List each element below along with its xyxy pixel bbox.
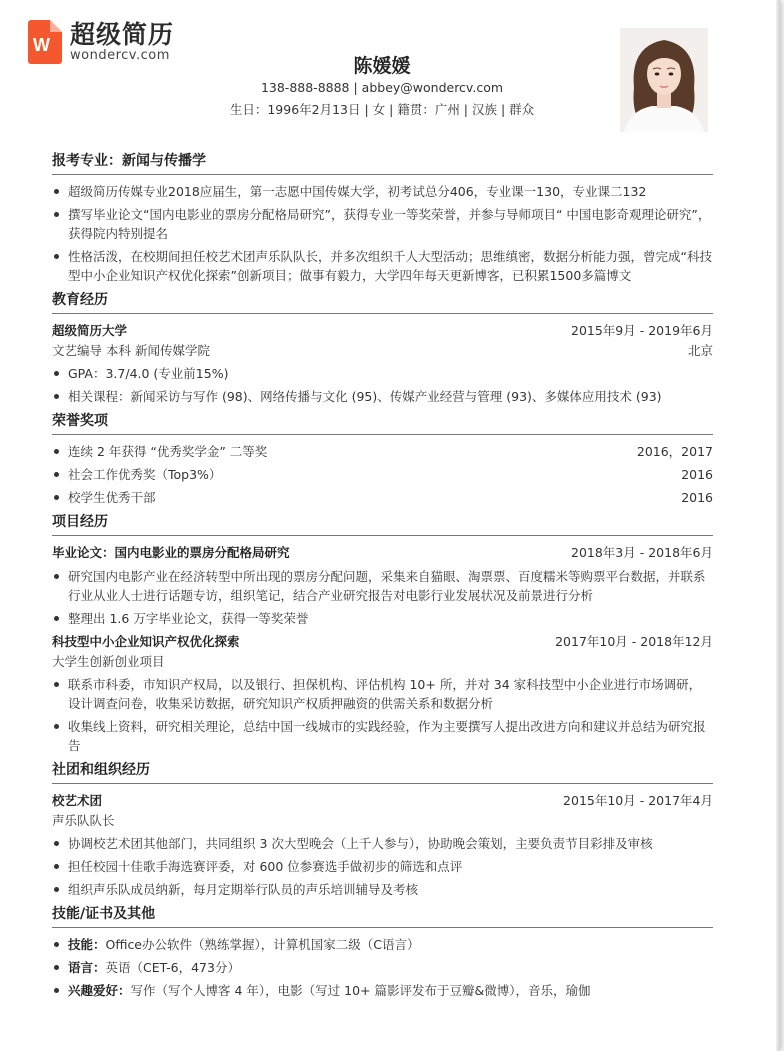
clubs-section [52,761,713,899]
org-name: 校艺术团 [52,793,103,808]
education-location: 北京 [687,343,713,358]
list-item: 研究国内电影产业在经济转型中所出现的票房分配问题，采集来自猫眼、淘票票、百度糯米等购票平台数据，并联系行业从业人士进行话题专访，组织笔记，结合产业研究报告对电影行业发展状况及前景进行分析 [52,567,713,605]
list-item [52,981,713,1000]
list-item [52,442,713,461]
profile-photo [620,28,708,132]
resume-content [52,152,713,1006]
list-item: 组织声乐队成员纳新，每月定期举行队员的声乐培训辅导及考核 [52,880,713,899]
major-section-title: 报考专业：新闻与传播学 [52,152,713,175]
projects-section-title: 项目经历 [52,513,713,536]
list-item: 收集线上资料，研究相关理论，总结中国一线城市的实践经验，作为主要撰写人提出改进方向和建议并总结为研究报告 [52,717,713,755]
list-item: 联系市科委，市知识产权局，以及银行、担保机构、评估机构 10+ 所，并对 34 家科技型中小企业进行市场调研，设计调查问卷，收集采访数据，研究知识产权质押融资的供需关系和数据分析 [52,675,713,713]
award-name: 社会工作优秀奖（Top3%） [68,467,222,482]
project-name: 毕业论文：国内电影业的票房分配格局研究 [52,545,290,560]
education-section-title: 教育经历 [52,291,713,314]
education-list [52,364,713,406]
list-item: GPA：3.7/4.0 (专业前15%) [52,364,713,383]
list-item [52,488,713,507]
honors-list [52,442,713,507]
wondercv-logo-icon: W [28,20,62,64]
school-name: 超级简历大学 [52,323,128,338]
list-item: 超级简历传媒专业2018应届生，第一志愿中国传媒大学，初考试总分406，专业课一130，专业课二132 [52,182,713,201]
award-year: 2016 [681,490,713,505]
skill-text: 英语（CET-6，473分） [105,960,240,975]
list-item: 协调校艺术团其他部门，共同组织 3 次大型晚会（上千人参与），协助晚会策划，主要负责节目彩排及审核 [52,834,713,853]
list-item: 性格活泼，在校期间担任校艺术团声乐队队长，并多次组织千人大型活动；思维缜密，数据分析能力强，曾完成“科技型中小企业知识产权优化探索”创新项目；做事有毅力，大学四年每天更新博客，已积累1500多篇博文 [52,247,713,285]
award-year: 2016，2017 [636,444,713,459]
education-section [52,291,713,406]
contact-info: 138-888-8888 | abbey@wondercv.com [260,80,504,95]
skills-section [52,905,713,1000]
candidate-name: 陈媛媛 [353,55,411,77]
skills-section-title: 技能/证书及其他 [52,905,713,928]
project-date: 2018年3月 - 2018年6月 [571,545,713,560]
clubs-list [52,834,713,899]
brand-domain: wondercv.com [70,48,170,63]
honors-section [52,412,713,507]
award-name: 校学生优秀干部 [68,490,156,505]
skills-list [52,935,713,1000]
skill-label: 技能： [68,937,106,952]
skill-label: 语言： [68,960,106,975]
project-list [52,567,713,628]
major-list [52,182,713,285]
list-item [52,465,713,484]
list-item: 整理出 1.6 万字毕业论文，获得一等奖荣誉 [52,609,713,628]
list-item: 撰写毕业论文“国内电影业的票房分配格局研究”，获得专业一等奖荣誉，并参与导师项目“ 中国电影奇观理论研究”，获得院内特别提名 [52,205,713,243]
major-section [52,152,713,285]
brand-name: 超级简历 [70,20,175,49]
award-name: 连续 2 年获得 “优秀奖学金” 二等奖 [68,444,268,459]
clubs-section-title: 社团和组织经历 [52,761,713,784]
project-subtitle: 大学生创新创业项目 [52,654,165,669]
project-name: 科技型中小企业知识产权优化探索 [52,634,240,649]
org-date: 2015年10月 - 2017年4月 [563,793,713,808]
skill-text: 写作（写个人博客 4 年），电影（写过 10+ 篇影评发布于豆瓣&微博），音乐，瑜伽 [130,983,591,998]
personal-info: 生日：1996年2月13日 | 女 | 籍贯：广州 | 汉族 | 群众 [229,102,535,117]
skill-text: Office办公软件（熟练掌握），计算机国家二级（C语言） [105,937,420,952]
org-role: 声乐队队长 [52,813,115,828]
list-item [52,935,713,954]
award-year: 2016 [681,467,713,482]
education-date: 2015年9月 - 2019年6月 [571,323,713,338]
list-item [52,958,713,977]
projects-section [52,513,713,755]
skill-label: 兴趣爱好： [68,983,131,998]
honors-section-title: 荣誉奖项 [52,412,713,435]
list-item: 担任校园十佳歌手海选赛评委，对 600 位参赛选手做初步的筛选和点评 [52,857,713,876]
degree-info: 文艺编导 本科 新闻传媒学院 [52,343,210,358]
list-item: 相关课程：新闻采访与写作 (98)、网络传播与文化 (95)、传媒产业经营与管理 (93)、多媒体应用技术 (93) [52,387,713,406]
project-date: 2017年10月 - 2018年12月 [555,634,713,649]
project-list [52,675,713,755]
